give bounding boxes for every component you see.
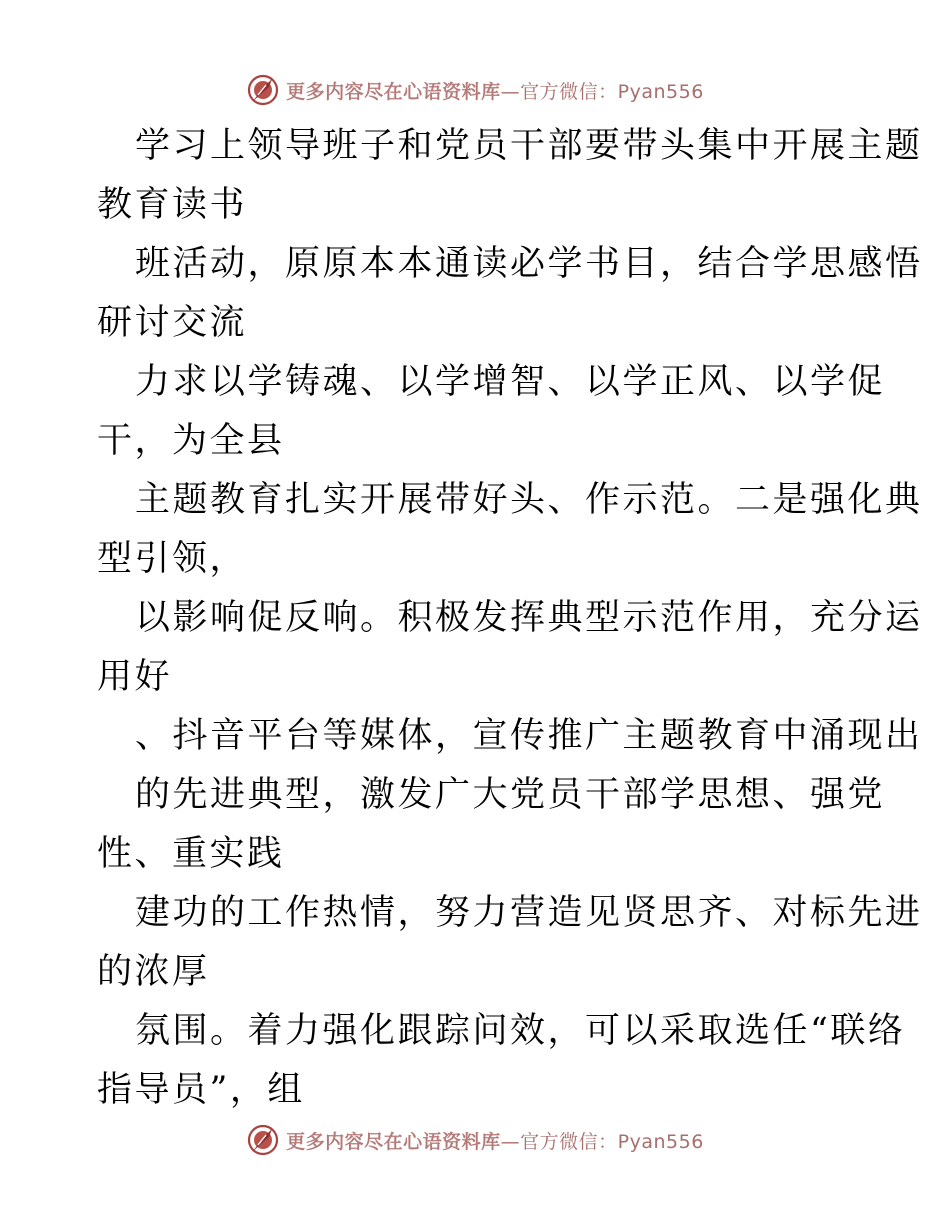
watermark-brand: 更多内容尽在心语资料库 bbox=[286, 1130, 501, 1153]
text-line: 学习上领导班子和党员干部要带头集中开展主题 bbox=[135, 126, 923, 166]
text-line: 性、重实践 bbox=[97, 834, 285, 874]
document-body bbox=[97, 117, 923, 1120]
quill-logo-icon bbox=[246, 73, 280, 107]
header-watermark-banner bbox=[0, 70, 950, 110]
text-line: 干，为全县 bbox=[97, 421, 285, 461]
text-line: 研讨交流 bbox=[97, 303, 248, 343]
text-line: 教育读书 bbox=[97, 185, 248, 225]
text-line: 以影响促反响。积极发挥典型示范作用，充分运 bbox=[135, 598, 923, 638]
text-line: 指导员”，组 bbox=[97, 1070, 305, 1110]
text-line: 的浓厚 bbox=[97, 952, 210, 992]
footer-watermark-banner bbox=[0, 1120, 950, 1160]
text-line: 的先进典型，激发广大党员干部学思想、强党 bbox=[135, 775, 886, 815]
quill-logo-icon bbox=[246, 1123, 280, 1157]
text-line: 力求以学铸魂、以学增智、以学正风、以学促 bbox=[135, 362, 886, 402]
watermark-brand: 更多内容尽在心语资料库 bbox=[286, 80, 501, 103]
text-line: 氛围。着力强化跟踪问效，可以采取选任“联络 bbox=[135, 1011, 906, 1051]
watermark-official-account: —官方微信：Pyan556 bbox=[500, 80, 704, 103]
watermark-text bbox=[286, 77, 704, 104]
watermark-official-account: —官方微信：Pyan556 bbox=[500, 1130, 704, 1153]
text-line: 建功的工作热情，努力营造见贤思齐、对标先进 bbox=[135, 893, 923, 933]
text-line: 班活动，原原本本通读必学书目，结合学思感悟 bbox=[135, 244, 923, 284]
text-line: 、抖音平台等媒体，宣传推广主题教育中涌现出 bbox=[135, 716, 923, 756]
text-line: 主题教育扎实开展带好头、作示范。二是强化典 bbox=[135, 480, 923, 520]
text-line: 用好 bbox=[97, 657, 173, 697]
watermark-text bbox=[286, 1127, 704, 1154]
text-line: 型引领， bbox=[97, 539, 248, 579]
